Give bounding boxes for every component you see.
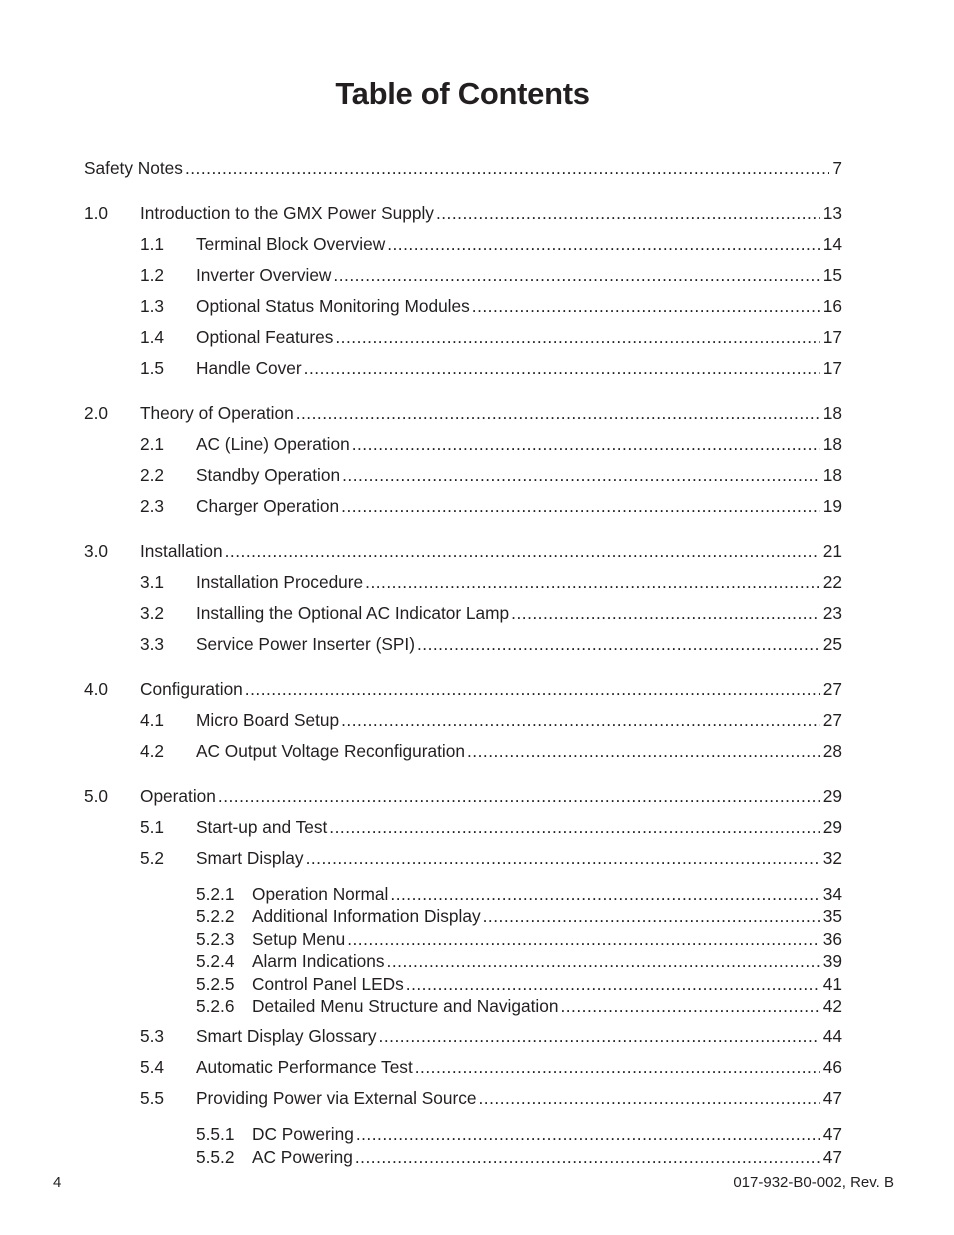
toc-entry-number: 1.3	[140, 296, 165, 316]
toc-entry-number: 5.5	[140, 1088, 165, 1109]
toc-entry-label: Installing the Optional AC Indicator Lamp	[196, 603, 510, 623]
toc-entry-number: 1.2	[140, 265, 165, 285]
toc-entry-number: 2.3	[140, 496, 165, 516]
toc-entry-number: 2.0	[84, 403, 109, 423]
dot-leader	[379, 1021, 820, 1052]
toc-entry-5-2-1[interactable]	[84, 883, 842, 905]
dot-leader	[306, 843, 820, 874]
toc-entry-number: 2.2	[140, 465, 165, 485]
toc-entry-number: 2.1	[140, 434, 165, 454]
dot-leader	[387, 950, 820, 972]
toc-entry-number: 1.1	[140, 234, 165, 254]
toc-entry-page: 17	[822, 358, 842, 378]
dot-leader	[342, 460, 820, 491]
toc-entry-label: Theory of Operation	[140, 403, 294, 423]
dot-leader	[560, 995, 819, 1017]
toc-entry-number: 5.1	[140, 817, 165, 837]
dot-leader	[352, 429, 820, 460]
page-title: Table of Contents	[335, 76, 590, 111]
toc-entry-number: 4.1	[140, 710, 165, 730]
toc-entry-5-5-1[interactable]	[84, 1123, 842, 1145]
toc-entry-page: 16	[822, 296, 842, 316]
toc-entry-label: AC Output Voltage Reconfiguration	[196, 741, 465, 761]
toc-entry-page: 25	[822, 634, 842, 654]
dot-leader	[296, 398, 820, 429]
toc-entry-number: 4.0	[84, 679, 109, 699]
toc-entry-label: AC Powering	[252, 1146, 353, 1167]
toc-entry-page: 27	[822, 679, 842, 699]
dot-leader	[472, 291, 820, 322]
toc-entry-label: Installation	[140, 541, 223, 561]
toc-entry-label: Additional Information Display	[252, 906, 481, 927]
page-number: 4	[53, 1174, 62, 1191]
toc-entry-5-2-3[interactable]	[84, 928, 842, 950]
toc-entry-label: Start-up and Test	[196, 817, 328, 837]
toc-entry-number: 5.2	[140, 848, 165, 868]
dot-leader	[406, 973, 820, 995]
toc-entry-safety-notes[interactable]	[84, 153, 842, 184]
toc-entry-page: 39	[822, 951, 842, 972]
toc-entry-4-1[interactable]	[84, 705, 842, 736]
toc-entry-number: 1.0	[84, 203, 109, 223]
toc-entry-page: 44	[822, 1026, 842, 1047]
toc-entry-3-1[interactable]	[84, 567, 842, 598]
toc-entry-5-2-2[interactable]	[84, 905, 842, 927]
toc-entry-2-0[interactable]	[84, 398, 842, 429]
toc-entry-label: Service Power Inserter (SPI)	[196, 634, 415, 654]
toc-entry-page: 14	[822, 234, 842, 254]
toc-entry-number: 3.3	[140, 634, 165, 654]
toc-entry-5-0[interactable]	[84, 781, 842, 812]
toc-entry-page: 15	[822, 265, 842, 285]
table-of-contents	[84, 153, 842, 1168]
toc-entry-5-2-5[interactable]	[84, 973, 842, 995]
toc-entry-1-0[interactable]	[84, 198, 842, 229]
toc-entry-number: 5.2.6	[196, 995, 235, 1016]
toc-entry-page: 36	[822, 928, 842, 949]
dot-leader	[467, 736, 820, 767]
toc-entry-number: 5.2.5	[196, 973, 235, 994]
toc-entry-page: 47	[822, 1088, 842, 1109]
toc-entry-number: 1.4	[140, 327, 165, 347]
toc-entry-number: 4.2	[140, 741, 165, 761]
toc-entry-number: 3.0	[84, 541, 109, 561]
toc-entry-page: 18	[822, 465, 842, 485]
toc-entry-page: 42	[822, 995, 842, 1016]
toc-entry-number: 5.5.1	[196, 1124, 235, 1145]
toc-entry-page: 29	[822, 817, 842, 837]
toc-entry-3-3[interactable]	[84, 629, 842, 660]
toc-entry-5-2[interactable]	[84, 843, 842, 874]
toc-entry-4-0[interactable]	[84, 674, 842, 705]
toc-entry-label: Detailed Menu Structure and Navigation	[252, 995, 559, 1016]
toc-entry-label: Terminal Block Overview	[196, 234, 386, 254]
dot-leader	[347, 928, 820, 950]
dot-leader	[225, 536, 820, 567]
dot-leader	[511, 598, 820, 629]
toc-entry-label: Handle Cover	[196, 358, 302, 378]
dot-leader	[478, 1083, 819, 1114]
toc-entry-2-3[interactable]	[84, 491, 842, 522]
toc-entry-label: Setup Menu	[252, 928, 346, 949]
toc-entry-1-4[interactable]	[84, 322, 842, 353]
toc-entry-3-2[interactable]	[84, 598, 842, 629]
toc-entry-label: Optional Status Monitoring Modules	[196, 296, 470, 316]
toc-entry-label: Operation Normal	[252, 884, 389, 904]
toc-entry-number: 5.3	[140, 1026, 165, 1047]
toc-entry-label: Control Panel LEDs	[252, 973, 404, 994]
toc-entry-page: 27	[822, 710, 842, 730]
dot-leader	[387, 229, 820, 260]
document-id: 017-932-B0-002, Rev. B	[733, 1174, 894, 1191]
toc-entry-3-0[interactable]	[84, 536, 842, 567]
toc-entry-number: 5.5.2	[196, 1146, 235, 1167]
toc-entry-page: 47	[822, 1124, 842, 1145]
toc-entry-page: 18	[822, 403, 842, 423]
toc-entry-page: 32	[822, 848, 842, 868]
toc-entry-page: 23	[822, 603, 842, 623]
toc-entry-number: 5.2.2	[196, 906, 235, 927]
toc-entry-4-2[interactable]	[84, 736, 842, 767]
toc-entry-label: AC (Line) Operation	[196, 434, 350, 454]
toc-entry-number: 5.2.3	[196, 928, 235, 949]
toc-entry-page: 41	[822, 973, 842, 994]
toc-entry-5-2-6[interactable]	[84, 995, 842, 1017]
toc-entry-page: 18	[822, 434, 842, 454]
toc-entry-label: Charger Operation	[196, 496, 340, 516]
toc-entry-label: Configuration	[140, 679, 243, 699]
dot-leader	[417, 629, 820, 660]
dot-leader	[335, 322, 819, 353]
dot-leader	[245, 674, 820, 705]
toc-entry-5-4[interactable]	[84, 1052, 842, 1083]
toc-entry-page: 7	[832, 158, 842, 178]
toc-entry-page: 46	[822, 1057, 842, 1078]
dot-leader	[329, 812, 819, 843]
toc-entry-1-5[interactable]	[84, 353, 842, 384]
dot-leader	[415, 1052, 820, 1083]
toc-entry-page: 47	[822, 1146, 842, 1167]
toc-entry-5-2-4[interactable]	[84, 950, 842, 972]
toc-entry-page: 17	[822, 327, 842, 347]
toc-entry-label: Alarm Indications	[252, 951, 385, 972]
toc-entry-page: 13	[822, 203, 842, 223]
toc-entry-number: 5.2.1	[196, 884, 235, 904]
toc-entry-page: 35	[822, 906, 842, 927]
dot-leader	[390, 883, 819, 905]
toc-entry-page: 19	[822, 496, 842, 516]
toc-entry-2-1[interactable]	[84, 429, 842, 460]
toc-entry-number: 1.5	[140, 358, 165, 378]
dot-leader	[483, 905, 820, 927]
toc-entry-label: Inverter Overview	[196, 265, 332, 285]
toc-entry-5-3[interactable]	[84, 1021, 842, 1052]
toc-entry-1-3[interactable]	[84, 291, 842, 322]
toc-entry-page: 21	[822, 541, 842, 561]
toc-entry-label: Optional Features	[196, 327, 334, 347]
toc-entry-number: 3.2	[140, 603, 165, 623]
toc-entry-2-2[interactable]	[84, 460, 842, 491]
dot-leader	[333, 260, 819, 291]
toc-entry-5-5-2[interactable]	[84, 1146, 842, 1168]
dot-leader	[436, 198, 820, 229]
dot-leader	[356, 1123, 820, 1145]
toc-entry-label: Providing Power via External Source	[196, 1088, 477, 1109]
dot-leader	[341, 491, 820, 522]
toc-entry-1-1[interactable]	[84, 229, 842, 260]
dot-leader	[341, 705, 820, 736]
toc-entry-label: Micro Board Setup	[196, 710, 340, 730]
toc-entry-label: Smart Display	[196, 848, 304, 868]
toc-entry-label: Automatic Performance Test	[196, 1057, 413, 1078]
toc-entry-label: Smart Display Glossary	[196, 1026, 377, 1047]
toc-entry-1-2[interactable]	[84, 260, 842, 291]
toc-entry-label: Standby Operation	[196, 465, 341, 485]
toc-entry-label: DC Powering	[252, 1124, 354, 1145]
toc-entry-number: 3.1	[140, 572, 165, 592]
toc-entry-5-5[interactable]	[84, 1083, 842, 1114]
dot-leader	[185, 153, 829, 184]
toc-entry-page: 29	[822, 786, 842, 806]
toc-entry-label: Operation	[140, 786, 216, 806]
dot-leader	[355, 1146, 820, 1168]
toc-entry-label: Introduction to the GMX Power Supply	[140, 203, 434, 223]
toc-entry-page: 22	[822, 572, 842, 592]
toc-entry-number: 5.4	[140, 1057, 165, 1078]
toc-entry-number: 5.2.4	[196, 951, 235, 972]
toc-entry-number: 5.0	[84, 786, 109, 806]
dot-leader	[304, 353, 820, 384]
toc-entry-page: 28	[822, 741, 842, 761]
dot-leader	[365, 567, 820, 598]
dot-leader	[218, 781, 820, 812]
toc-entry-5-1[interactable]	[84, 812, 842, 843]
toc-entry-page: 34	[822, 884, 842, 904]
toc-entry-label: Safety Notes	[84, 158, 183, 178]
toc-entry-label: Installation Procedure	[196, 572, 364, 592]
